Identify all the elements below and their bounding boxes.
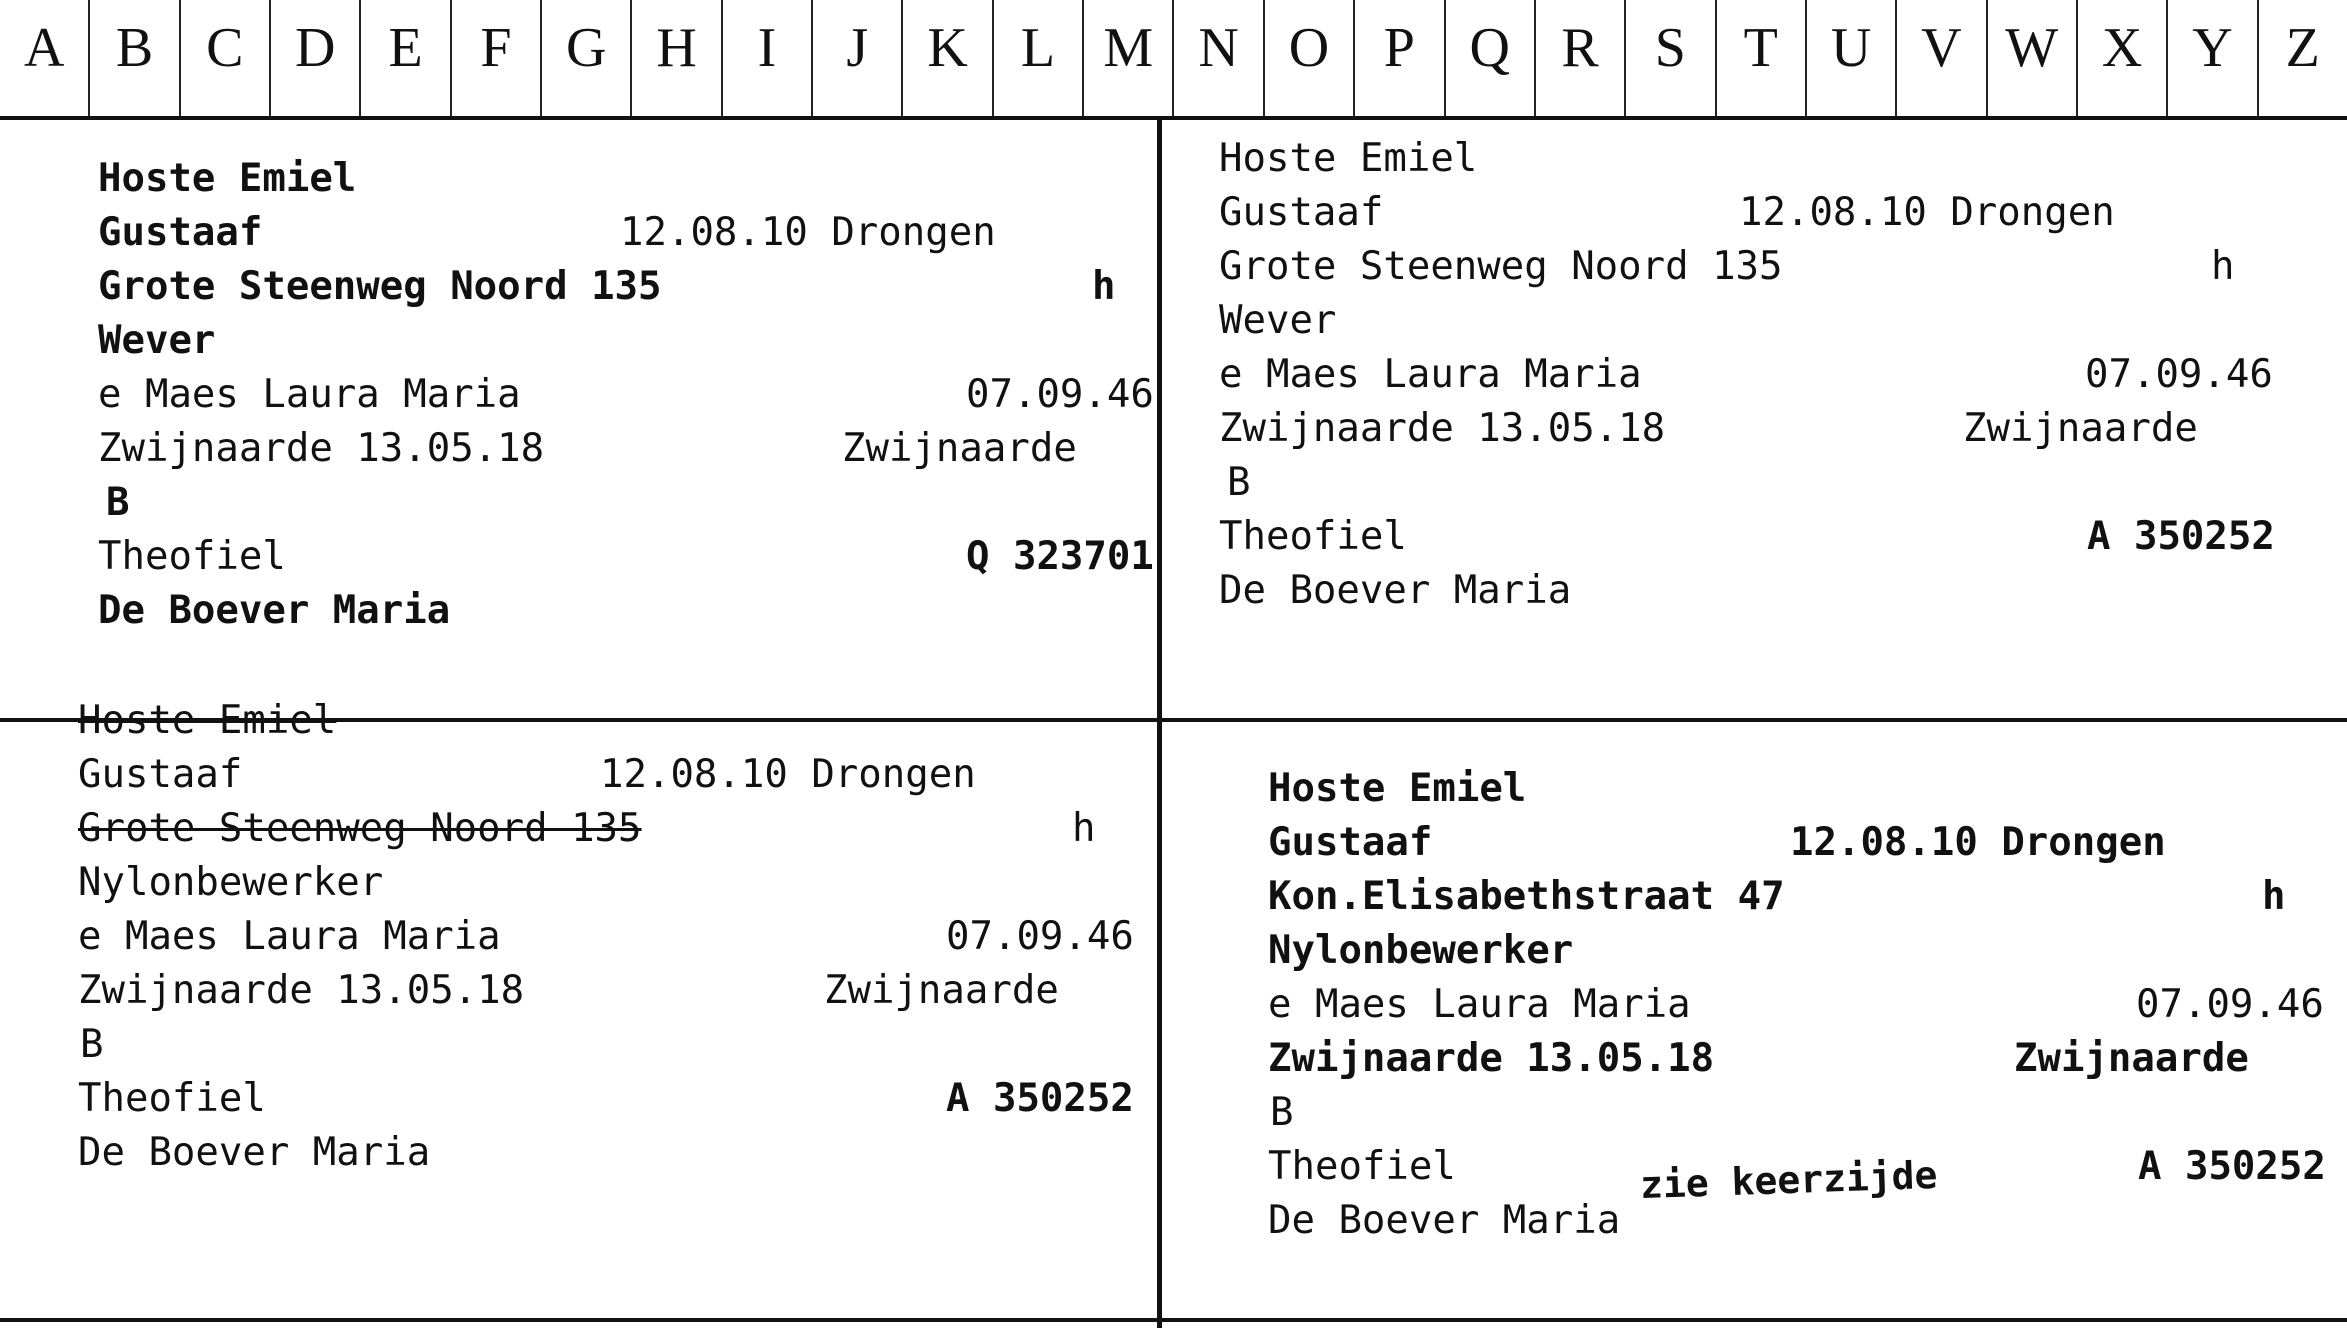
- alphabet-index-bar: [0, 0, 2347, 120]
- card-marriage-place: Zwijnaarde: [842, 426, 1077, 471]
- alphabet-letter: Y: [2168, 0, 2258, 116]
- card-spouse-birth: Zwijnaarde 13.05.18: [1219, 406, 1666, 451]
- alphabet-letter: Q: [1446, 0, 1536, 116]
- alphabet-letter: N: [1174, 0, 1264, 116]
- alphabet-letter: O: [1265, 0, 1355, 116]
- alphabet-letter: W: [1988, 0, 2078, 116]
- card-firstnames: Gustaaf: [1219, 190, 1384, 235]
- index-card-top-left: [98, 152, 1160, 638]
- card-spouse-birth: Zwijnaarde 13.05.18: [98, 426, 545, 471]
- card-address-struck: Grote Steenweg Noord 135: [78, 806, 642, 851]
- card-marriage-place: Zwijnaarde: [824, 968, 1059, 1013]
- card-name-struck: Hoste Emiel: [78, 698, 337, 743]
- alphabet-letter: T: [1717, 0, 1807, 116]
- card-father: Theofiel: [78, 1076, 266, 1121]
- alphabet-letter: A: [0, 0, 90, 116]
- alphabet-letter: J: [813, 0, 903, 116]
- card-occupation: Nylonbewerker: [1268, 928, 1574, 973]
- card-address: Grote Steenweg Noord 135: [98, 264, 662, 309]
- card-nationality: B: [80, 1022, 104, 1067]
- card-nationality: B: [106, 480, 130, 525]
- card-occupation: Wever: [1219, 298, 1337, 343]
- alphabet-letter: B: [90, 0, 180, 116]
- card-firstnames: Gustaaf: [1268, 820, 1433, 865]
- card-mother: De Boever Maria: [78, 1130, 431, 1175]
- stamp-see-reverse: zie keerzijde: [1639, 1152, 1939, 1208]
- card-marriage-date: 07.09.46: [2085, 352, 2273, 397]
- alphabet-letter: S: [1626, 0, 1716, 116]
- card-spouse: e Maes Laura Maria: [98, 372, 521, 417]
- card-birth: 12.08.10 Drongen: [1739, 190, 2115, 235]
- card-name: Hoste Emiel: [1219, 136, 1478, 181]
- card-spouse: e Maes Laura Maria: [78, 914, 501, 959]
- card-id-number: A 350252: [2087, 514, 2275, 559]
- card-spouse: e Maes Laura Maria: [1268, 982, 1691, 1027]
- card-father: Theofiel: [98, 534, 286, 579]
- card-sex: h: [2262, 874, 2286, 919]
- card-mother: De Boever Maria: [98, 588, 451, 633]
- card-id-number: Q 323701: [966, 534, 1154, 579]
- alphabet-letter: X: [2078, 0, 2168, 116]
- card-marriage-date: 07.09.46: [966, 372, 1154, 417]
- card-spouse-birth: Zwijnaarde 13.05.18: [1268, 1036, 1715, 1081]
- card-firstnames: Gustaaf: [78, 752, 243, 797]
- alphabet-letter: M: [1084, 0, 1174, 116]
- card-nationality: B: [1270, 1090, 1294, 1135]
- alphabet-letter: D: [271, 0, 361, 116]
- card-id-number: A 350252: [2138, 1144, 2326, 1189]
- card-spouse-birth: Zwijnaarde 13.05.18: [78, 968, 525, 1013]
- card-mother: De Boever Maria: [1268, 1198, 1621, 1243]
- alphabet-letter: E: [361, 0, 451, 116]
- card-occupation: Nylonbewerker: [78, 860, 384, 905]
- alphabet-letter: F: [452, 0, 542, 116]
- index-card-bottom-left: [78, 694, 1150, 1180]
- alphabet-letter: I: [723, 0, 813, 116]
- card-name: Hoste Emiel: [1268, 766, 1527, 811]
- card-marriage-place: Zwijnaarde: [2014, 1036, 2249, 1081]
- card-marriage-place: Zwijnaarde: [1963, 406, 2198, 451]
- alphabet-letter: U: [1807, 0, 1897, 116]
- card-father: Theofiel: [1219, 514, 1407, 559]
- alphabet-letter: P: [1355, 0, 1445, 116]
- card-father: Theofiel: [1268, 1144, 1456, 1189]
- alphabet-letter: G: [542, 0, 632, 116]
- card-sex: h: [1092, 264, 1116, 309]
- card-sex: h: [2211, 244, 2235, 289]
- alphabet-letter: R: [1536, 0, 1626, 116]
- card-firstnames: Gustaaf: [98, 210, 263, 255]
- card-sex: h: [1072, 806, 1096, 851]
- alphabet-letter: V: [1897, 0, 1987, 116]
- card-address: Grote Steenweg Noord 135: [1219, 244, 1783, 289]
- card-marriage-date: 07.09.46: [946, 914, 1134, 959]
- card-occupation: Wever: [98, 318, 216, 363]
- card-divider-bottom: [0, 1318, 2347, 1322]
- alphabet-letter: Z: [2285, 17, 2320, 79]
- card-birth: 12.08.10 Drongen: [620, 210, 996, 255]
- card-id-number: A 350252: [946, 1076, 1134, 1121]
- alphabet-letter: H: [632, 0, 722, 116]
- alphabet-letter: L: [994, 0, 1084, 116]
- card-spouse: e Maes Laura Maria: [1219, 352, 1642, 397]
- card-birth: 12.08.10 Drongen: [600, 752, 976, 797]
- card-name: Hoste Emiel: [98, 156, 357, 201]
- alphabet-letter: K: [903, 0, 993, 116]
- card-nationality: B: [1227, 460, 1251, 505]
- card-address: Kon.Elisabethstraat 47: [1268, 874, 1785, 919]
- index-card-top-right: [1219, 132, 2339, 618]
- card-mother: De Boever Maria: [1219, 568, 1572, 613]
- card-marriage-date: 07.09.46: [2136, 982, 2324, 1027]
- alphabet-letter: C: [181, 0, 271, 116]
- card-birth: 12.08.10 Drongen: [1790, 820, 2166, 865]
